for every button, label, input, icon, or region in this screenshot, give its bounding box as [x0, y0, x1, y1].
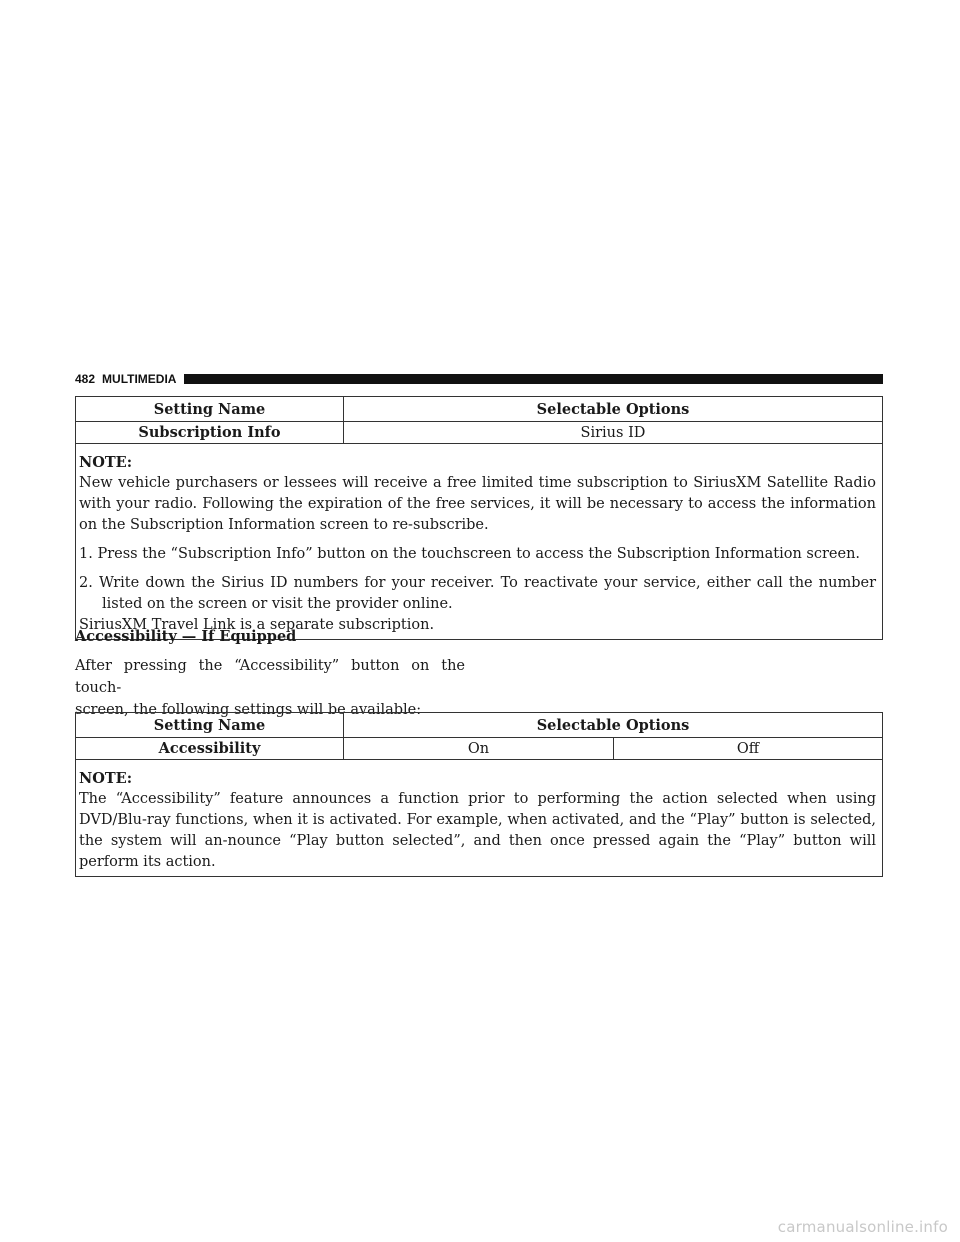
option-cell: Sirius ID — [344, 422, 883, 444]
watermark: carmanualsonline.info — [777, 1218, 948, 1236]
column-header-selectable-options: Selectable Options — [344, 713, 883, 738]
option-off-cell: Off — [614, 738, 883, 760]
note-step-1: 1. Press the “Subscription Info” button on the touchscreen to access the Subscription Information screen. — [79, 546, 861, 562]
section-title: MULTIMEDIA — [102, 372, 177, 386]
note-footer: SiriusXM Travel Link is a separate subscription. — [79, 617, 435, 633]
column-header-selectable-options: Selectable Options — [344, 397, 883, 422]
table-row — [76, 738, 883, 760]
paragraph-line-1: After pressing the “Accessibility” button on the touch- — [75, 658, 465, 696]
note-row — [76, 444, 883, 640]
setting-name-cell: Accessibility — [76, 738, 344, 760]
accessibility-heading: Accessibility — If Equipped — [75, 628, 297, 645]
note-intro: New vehicle purchasers or lessees will receive a free limited time subscription to SiriusXM Satellite Radio with your radio. Following the expiration of the free services, it will be necessary to access the information on the Subscription Information screen to re-subscribe. — [79, 475, 876, 533]
column-header-setting-name: Setting Name — [76, 397, 344, 422]
note-row — [76, 760, 883, 877]
column-header-setting-name: Setting Name — [76, 713, 344, 738]
accessibility-settings-table — [75, 712, 883, 877]
option-on-cell: On — [344, 738, 614, 760]
note-cell — [76, 760, 883, 877]
note-step-2: 2. Write down the Sirius ID numbers for your receiver. To reactivate your service, either call the number listed on the screen or visit the provider online. — [79, 575, 876, 612]
note-cell — [76, 444, 883, 640]
page-number: 482 — [75, 372, 96, 386]
setting-name-cell: Subscription Info — [76, 422, 344, 444]
note-text: The “Accessibility” feature announces a function prior to performing the action selected when using DVD/Blu-ray functions, when it is activated. For example, when activated, and the “Play” button is selected, the system will an-nounce “Play button selected”, and then once pressed again the “Play” button will perform its action. — [79, 791, 877, 870]
table-header-row — [76, 713, 883, 738]
table-header-row — [76, 397, 883, 422]
table-row — [76, 422, 883, 444]
note-label: NOTE: — [79, 454, 133, 471]
subscription-settings-table — [75, 396, 883, 640]
note-label: NOTE: — [79, 770, 133, 787]
page-header — [75, 371, 883, 387]
header-rule — [184, 374, 883, 384]
paragraph-line-2: screen, the following settings will be available: — [75, 702, 422, 718]
